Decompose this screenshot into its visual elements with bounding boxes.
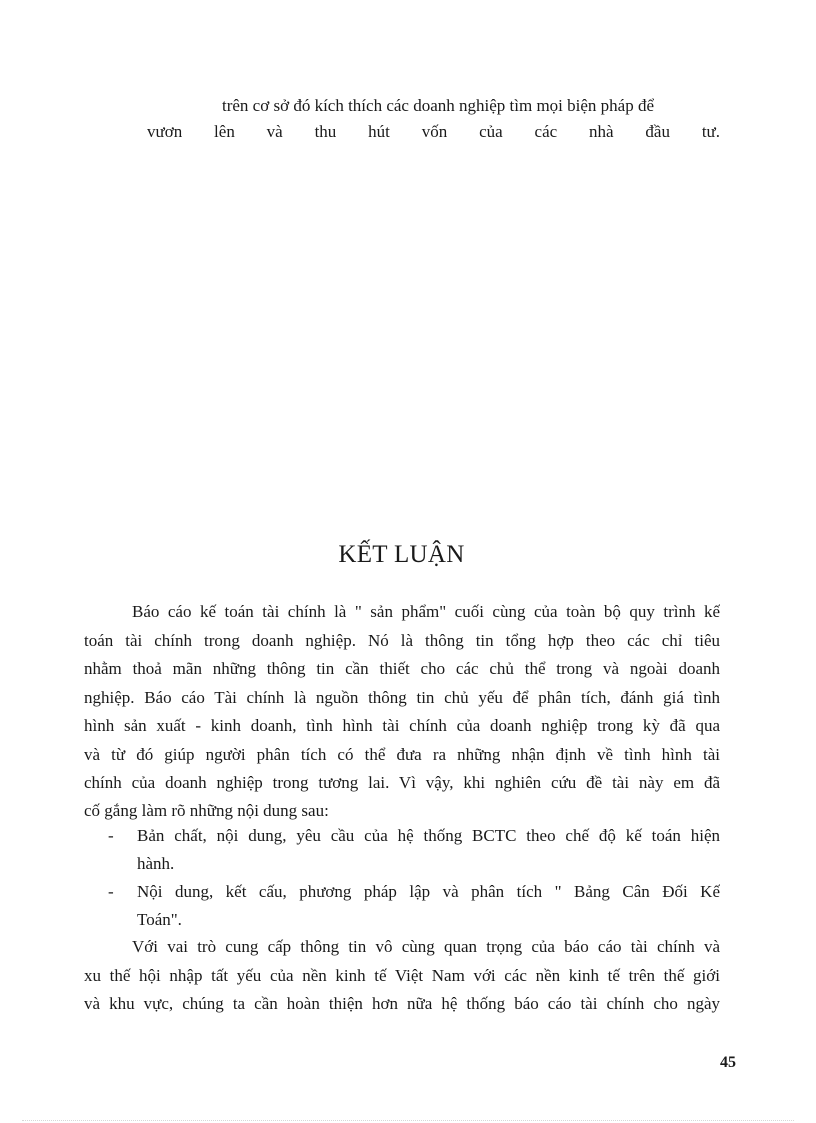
page-number: 45 — [720, 1054, 736, 1071]
footer-divider — [22, 1120, 794, 1121]
paragraph-line: và từ đó giúp người phân tích có thể đưa ra những nhận định về tình hình tài — [84, 745, 720, 764]
paragraph-line: nghiệp. Báo cáo Tài chính là nguồn thông tin chủ yếu để phân tích, đánh giá tình — [84, 688, 720, 707]
paragraph-line: chính của doanh nghiệp trong tương lai. Vì vậy, khi nghiên cứu đề tài này em đã — [84, 773, 720, 792]
bullet-line: hành. — [137, 854, 175, 873]
paragraph-line: Với vai trò cung cấp thông tin vô cùng quan trọng của báo cáo tài chính và — [132, 937, 720, 956]
paragraph-line: nhằm thoả mãn những thông tin cần thiết cho các chủ thể trong và ngoài doanh — [84, 659, 720, 678]
paragraph-line: Báo cáo kế toán tài chính là " sản phẩm" cuối cùng của toàn bộ quy trình kế — [132, 602, 720, 621]
top-fragment-line-1: trên cơ sở đó kích thích các doanh nghiệp tìm mọi biện pháp để — [222, 96, 655, 115]
bullet-line: Bản chất, nội dung, yêu cầu của hệ thống BCTC theo chế độ kế toán hiện — [137, 826, 720, 845]
paragraph-line: cố gắng làm rõ những nội dung sau: — [84, 801, 329, 820]
bullet-line: Nội dung, kết cấu, phương pháp lập và phân tích " Bảng Cân Đối Kế — [137, 882, 720, 901]
top-fragment-line-2: vươn lên và thu hút vốn của các nhà đầu tư. — [147, 122, 720, 141]
bullet-marker: - — [108, 882, 114, 901]
paragraph-line: hình sản xuất - kinh doanh, tình hình tài chính của doanh nghiệp trong kỳ đã qua — [84, 716, 720, 735]
bullet-marker: - — [108, 826, 114, 845]
bullet-line: Toán". — [137, 910, 182, 929]
paragraph-line: xu thế hội nhập tất yếu của nền kinh tế Việt Nam với các nền kinh tế trên thế giới — [84, 966, 720, 985]
paragraph-line: toán tài chính trong doanh nghiệp. Nó là thông tin tổng hợp theo các chỉ tiêu — [84, 631, 720, 650]
page-title: KẾT LUẬN — [338, 541, 465, 568]
paragraph-line: và khu vực, chúng ta cần hoàn thiện hơn nữa hệ thống báo cáo tài chính cho ngày — [84, 994, 720, 1013]
